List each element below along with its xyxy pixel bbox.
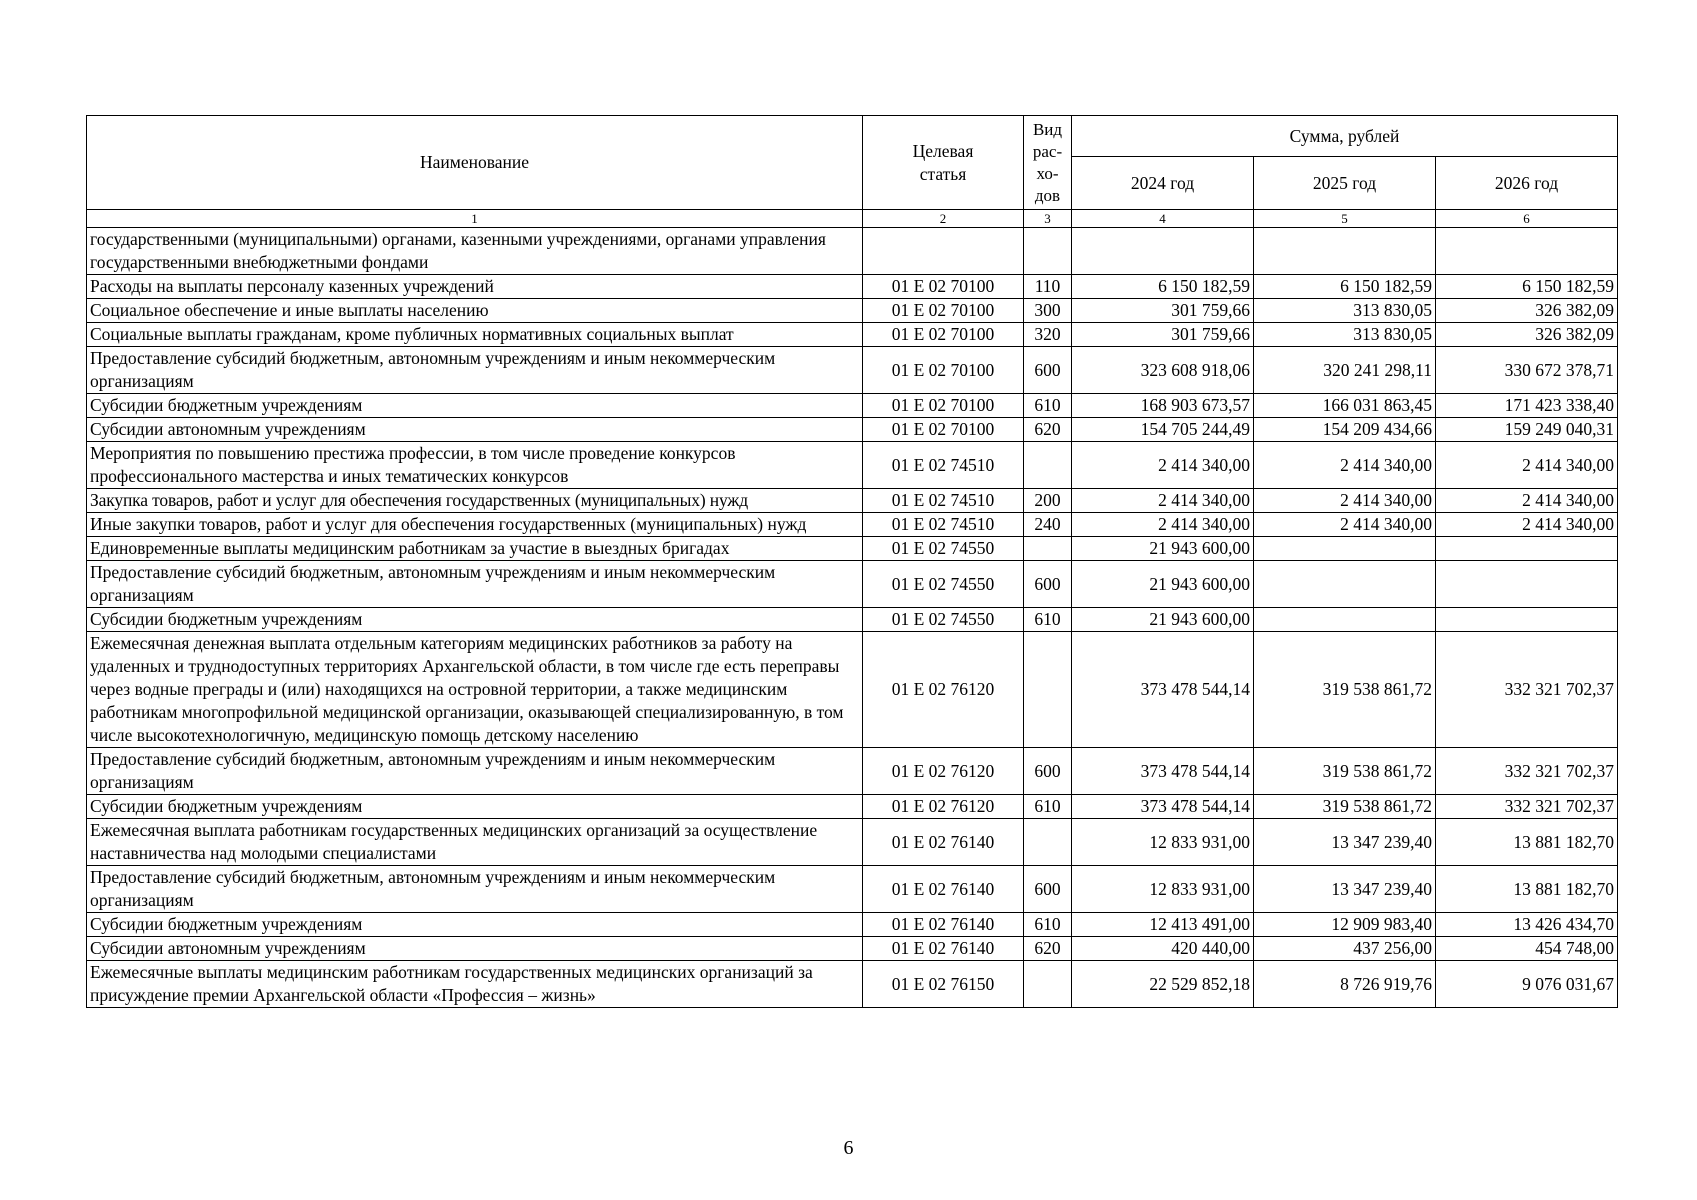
- row-2025: 2 414 340,00: [1254, 489, 1436, 513]
- page-number: 6: [843, 1137, 854, 1159]
- table-row: [87, 913, 1618, 937]
- row-code: 01 Е 02 76150: [863, 961, 1024, 1008]
- row-2026: 330 672 378,71: [1436, 347, 1618, 394]
- row-code: 01 Е 02 70100: [863, 299, 1024, 323]
- row-vid: 600: [1024, 866, 1072, 913]
- table-row: [87, 937, 1618, 961]
- row-2024: 12 833 931,00: [1072, 819, 1254, 866]
- row-2025: 319 538 861,72: [1254, 795, 1436, 819]
- row-vid: 200: [1024, 489, 1072, 513]
- colnum-5: 5: [1254, 210, 1436, 228]
- table-row: [87, 442, 1618, 489]
- row-vid: 320: [1024, 323, 1072, 347]
- row-vid: 240: [1024, 513, 1072, 537]
- row-vid: [1024, 442, 1072, 489]
- row-code: 01 Е 02 76140: [863, 819, 1024, 866]
- row-code: 01 Е 02 76120: [863, 795, 1024, 819]
- row-name: Предоставление субсидий бюджетным, автономным учреждениям и иным некоммерческим организациям: [87, 347, 863, 394]
- row-2024: 2 414 340,00: [1072, 513, 1254, 537]
- row-vid: 110: [1024, 275, 1072, 299]
- row-2025: 12 909 983,40: [1254, 913, 1436, 937]
- row-2024: 420 440,00: [1072, 937, 1254, 961]
- row-name: Предоставление субсидий бюджетным, автономным учреждениям и иным некоммерческим организациям: [87, 866, 863, 913]
- row-2026: 2 414 340,00: [1436, 513, 1618, 537]
- table-row: [87, 632, 1618, 748]
- table-row: [87, 394, 1618, 418]
- row-name: Субсидии бюджетным учреждениям: [87, 394, 863, 418]
- header-vid-label: Вид рас-хо-дов: [1032, 119, 1063, 205]
- row-code: 01 Е 02 74510: [863, 513, 1024, 537]
- row-2026: 159 249 040,31: [1436, 418, 1618, 442]
- row-2024: 323 608 918,06: [1072, 347, 1254, 394]
- row-code: 01 Е 02 74510: [863, 442, 1024, 489]
- row-code: 01 Е 02 70100: [863, 394, 1024, 418]
- row-2026: 6 150 182,59: [1436, 275, 1618, 299]
- row-2025: 437 256,00: [1254, 937, 1436, 961]
- row-name: Расходы на выплаты персоналу казенных учреждений: [87, 275, 863, 299]
- row-2024: 301 759,66: [1072, 299, 1254, 323]
- colnum-3: 3: [1024, 210, 1072, 228]
- row-2024: 12 833 931,00: [1072, 866, 1254, 913]
- header-year-2025: 2025 год: [1254, 157, 1436, 210]
- row-2025: 2 414 340,00: [1254, 442, 1436, 489]
- row-2026: [1436, 537, 1618, 561]
- row-name: Субсидии бюджетным учреждениям: [87, 913, 863, 937]
- row-name: Предоставление субсидий бюджетным, автономным учреждениям и иным некоммерческим организациям: [87, 748, 863, 795]
- row-vid: [1024, 819, 1072, 866]
- row-2025: 313 830,05: [1254, 323, 1436, 347]
- row-code: 01 Е 02 70100: [863, 347, 1024, 394]
- row-2025: 319 538 861,72: [1254, 748, 1436, 795]
- row-2026: 13 426 434,70: [1436, 913, 1618, 937]
- row-2024: 21 943 600,00: [1072, 561, 1254, 608]
- row-vid: 610: [1024, 394, 1072, 418]
- budget-table: [86, 115, 1618, 1008]
- header-year-2026: 2026 год: [1436, 157, 1618, 210]
- header-name: Наименование: [87, 116, 863, 210]
- row-2026: 332 321 702,37: [1436, 748, 1618, 795]
- row-2025: [1254, 228, 1436, 275]
- colnum-4: 4: [1072, 210, 1254, 228]
- table-row: [87, 537, 1618, 561]
- row-name: Социальное обеспечение и иные выплаты населению: [87, 299, 863, 323]
- row-name: Субсидии автономным учреждениям: [87, 418, 863, 442]
- row-code: 01 Е 02 74510: [863, 489, 1024, 513]
- row-name: Единовременные выплаты медицинским работникам за участие в выездных бригадах: [87, 537, 863, 561]
- row-2025: 6 150 182,59: [1254, 275, 1436, 299]
- colnum-2: 2: [863, 210, 1024, 228]
- row-2025: [1254, 537, 1436, 561]
- row-2026: 13 881 182,70: [1436, 866, 1618, 913]
- table-row: [87, 866, 1618, 913]
- colnum-6: 6: [1436, 210, 1618, 228]
- row-2025: [1254, 561, 1436, 608]
- table-row: [87, 323, 1618, 347]
- row-2025: 154 209 434,66: [1254, 418, 1436, 442]
- row-2025: 8 726 919,76: [1254, 961, 1436, 1008]
- row-vid: 610: [1024, 608, 1072, 632]
- header-sum: Сумма, рублей: [1072, 116, 1618, 157]
- row-name: Социальные выплаты гражданам, кроме публичных нормативных социальных выплат: [87, 323, 863, 347]
- row-vid: [1024, 228, 1072, 275]
- table-body: [87, 228, 1618, 1008]
- row-2026: 171 423 338,40: [1436, 394, 1618, 418]
- row-vid: [1024, 632, 1072, 748]
- header-vid: [1024, 116, 1072, 210]
- row-2024: 2 414 340,00: [1072, 442, 1254, 489]
- row-2026: [1436, 608, 1618, 632]
- header-code-label: Целевая статья: [912, 140, 974, 184]
- row-2026: [1436, 561, 1618, 608]
- row-2026: 2 414 340,00: [1436, 489, 1618, 513]
- row-name: Ежемесячная денежная выплата отдельным категориям медицинских работников за работу на удаленных и труднодоступных территориях Архангельской области, в том числе где есть переправы через водные преграды и (или) находящихся на островной территории, а также медицинским работникам многопрофильной медицинской организации, оказывающей специализированную, в том числе высокотехнологичную, медицинскую помощь детскому населению: [87, 632, 863, 748]
- row-2026: 454 748,00: [1436, 937, 1618, 961]
- row-2024: 373 478 544,14: [1072, 795, 1254, 819]
- header-year-2024: 2024 год: [1072, 157, 1254, 210]
- row-name: Ежемесячная выплата работникам государственных медицинских организаций за осуществление наставничества над молодыми специалистами: [87, 819, 863, 866]
- row-2026: 2 414 340,00: [1436, 442, 1618, 489]
- row-2026: 9 076 031,67: [1436, 961, 1618, 1008]
- row-code: 01 Е 02 74550: [863, 561, 1024, 608]
- row-2026: 13 881 182,70: [1436, 819, 1618, 866]
- table-row: [87, 418, 1618, 442]
- row-code: 01 Е 02 70100: [863, 275, 1024, 299]
- row-vid: 600: [1024, 748, 1072, 795]
- row-2025: 13 347 239,40: [1254, 819, 1436, 866]
- row-2024: 6 150 182,59: [1072, 275, 1254, 299]
- table-row: [87, 961, 1618, 1008]
- row-vid: 610: [1024, 795, 1072, 819]
- row-2026: 326 382,09: [1436, 323, 1618, 347]
- row-vid: [1024, 537, 1072, 561]
- row-code: 01 Е 02 76120: [863, 632, 1024, 748]
- table-row: [87, 513, 1618, 537]
- table-row: [87, 795, 1618, 819]
- row-2024: 12 413 491,00: [1072, 913, 1254, 937]
- row-vid: 620: [1024, 418, 1072, 442]
- row-vid: 600: [1024, 561, 1072, 608]
- table-row: [87, 819, 1618, 866]
- row-2024: 2 414 340,00: [1072, 489, 1254, 513]
- row-2024: 154 705 244,49: [1072, 418, 1254, 442]
- row-2025: [1254, 608, 1436, 632]
- row-2024: 22 529 852,18: [1072, 961, 1254, 1008]
- row-vid: 610: [1024, 913, 1072, 937]
- table-row: [87, 275, 1618, 299]
- row-vid: 620: [1024, 937, 1072, 961]
- table-row: [87, 608, 1618, 632]
- row-2026: 326 382,09: [1436, 299, 1618, 323]
- row-code: 01 Е 02 76140: [863, 937, 1024, 961]
- row-code: 01 Е 02 70100: [863, 418, 1024, 442]
- header-code: [863, 116, 1024, 210]
- row-2025: 166 031 863,45: [1254, 394, 1436, 418]
- row-name: Иные закупки товаров, работ и услуг для обеспечения государственных (муниципальных) нужд: [87, 513, 863, 537]
- row-vid: 300: [1024, 299, 1072, 323]
- row-2024: 21 943 600,00: [1072, 537, 1254, 561]
- table-row: [87, 748, 1618, 795]
- row-2024: 21 943 600,00: [1072, 608, 1254, 632]
- table-row: [87, 299, 1618, 323]
- row-2025: 320 241 298,11: [1254, 347, 1436, 394]
- row-2026: 332 321 702,37: [1436, 632, 1618, 748]
- row-2024: 373 478 544,14: [1072, 632, 1254, 748]
- row-2025: 2 414 340,00: [1254, 513, 1436, 537]
- colnum-1: 1: [87, 210, 863, 228]
- row-code: 01 Е 02 74550: [863, 537, 1024, 561]
- row-2026: [1436, 228, 1618, 275]
- row-code: [863, 228, 1024, 275]
- row-code: 01 Е 02 76140: [863, 866, 1024, 913]
- row-name: Предоставление субсидий бюджетным, автономным учреждениям и иным некоммерческим организациям: [87, 561, 863, 608]
- row-2024: 373 478 544,14: [1072, 748, 1254, 795]
- row-code: 01 Е 02 74550: [863, 608, 1024, 632]
- table-row: [87, 561, 1618, 608]
- row-2026: 332 321 702,37: [1436, 795, 1618, 819]
- row-2024: [1072, 228, 1254, 275]
- row-name: Мероприятия по повышению престижа профессии, в том числе проведение конкурсов профессионального мастерства и иных тематических конкурсов: [87, 442, 863, 489]
- row-name: Субсидии автономным учреждениям: [87, 937, 863, 961]
- row-name: Ежемесячные выплаты медицинским работникам государственных медицинских организаций за присуждение премии Архангельской области «Профессия – жизнь»: [87, 961, 863, 1008]
- row-name: Субсидии бюджетным учреждениям: [87, 795, 863, 819]
- row-2025: 319 538 861,72: [1254, 632, 1436, 748]
- row-name: Закупка товаров, работ и услуг для обеспечения государственных (муниципальных) нужд: [87, 489, 863, 513]
- column-number-row: [87, 210, 1618, 228]
- row-code: 01 Е 02 76140: [863, 913, 1024, 937]
- row-name: государственными (муниципальными) органами, казенными учреждениями, органами управления государственными внебюджетными фондами: [87, 228, 863, 275]
- row-code: 01 Е 02 70100: [863, 323, 1024, 347]
- table-row: [87, 228, 1618, 275]
- row-2025: 313 830,05: [1254, 299, 1436, 323]
- table-row: [87, 489, 1618, 513]
- row-2024: 168 903 673,57: [1072, 394, 1254, 418]
- table-row: [87, 347, 1618, 394]
- row-vid: [1024, 961, 1072, 1008]
- row-vid: 600: [1024, 347, 1072, 394]
- row-name: Субсидии бюджетным учреждениям: [87, 608, 863, 632]
- row-code: 01 Е 02 76120: [863, 748, 1024, 795]
- header-row-top: [87, 116, 1618, 157]
- row-2025: 13 347 239,40: [1254, 866, 1436, 913]
- row-2024: 301 759,66: [1072, 323, 1254, 347]
